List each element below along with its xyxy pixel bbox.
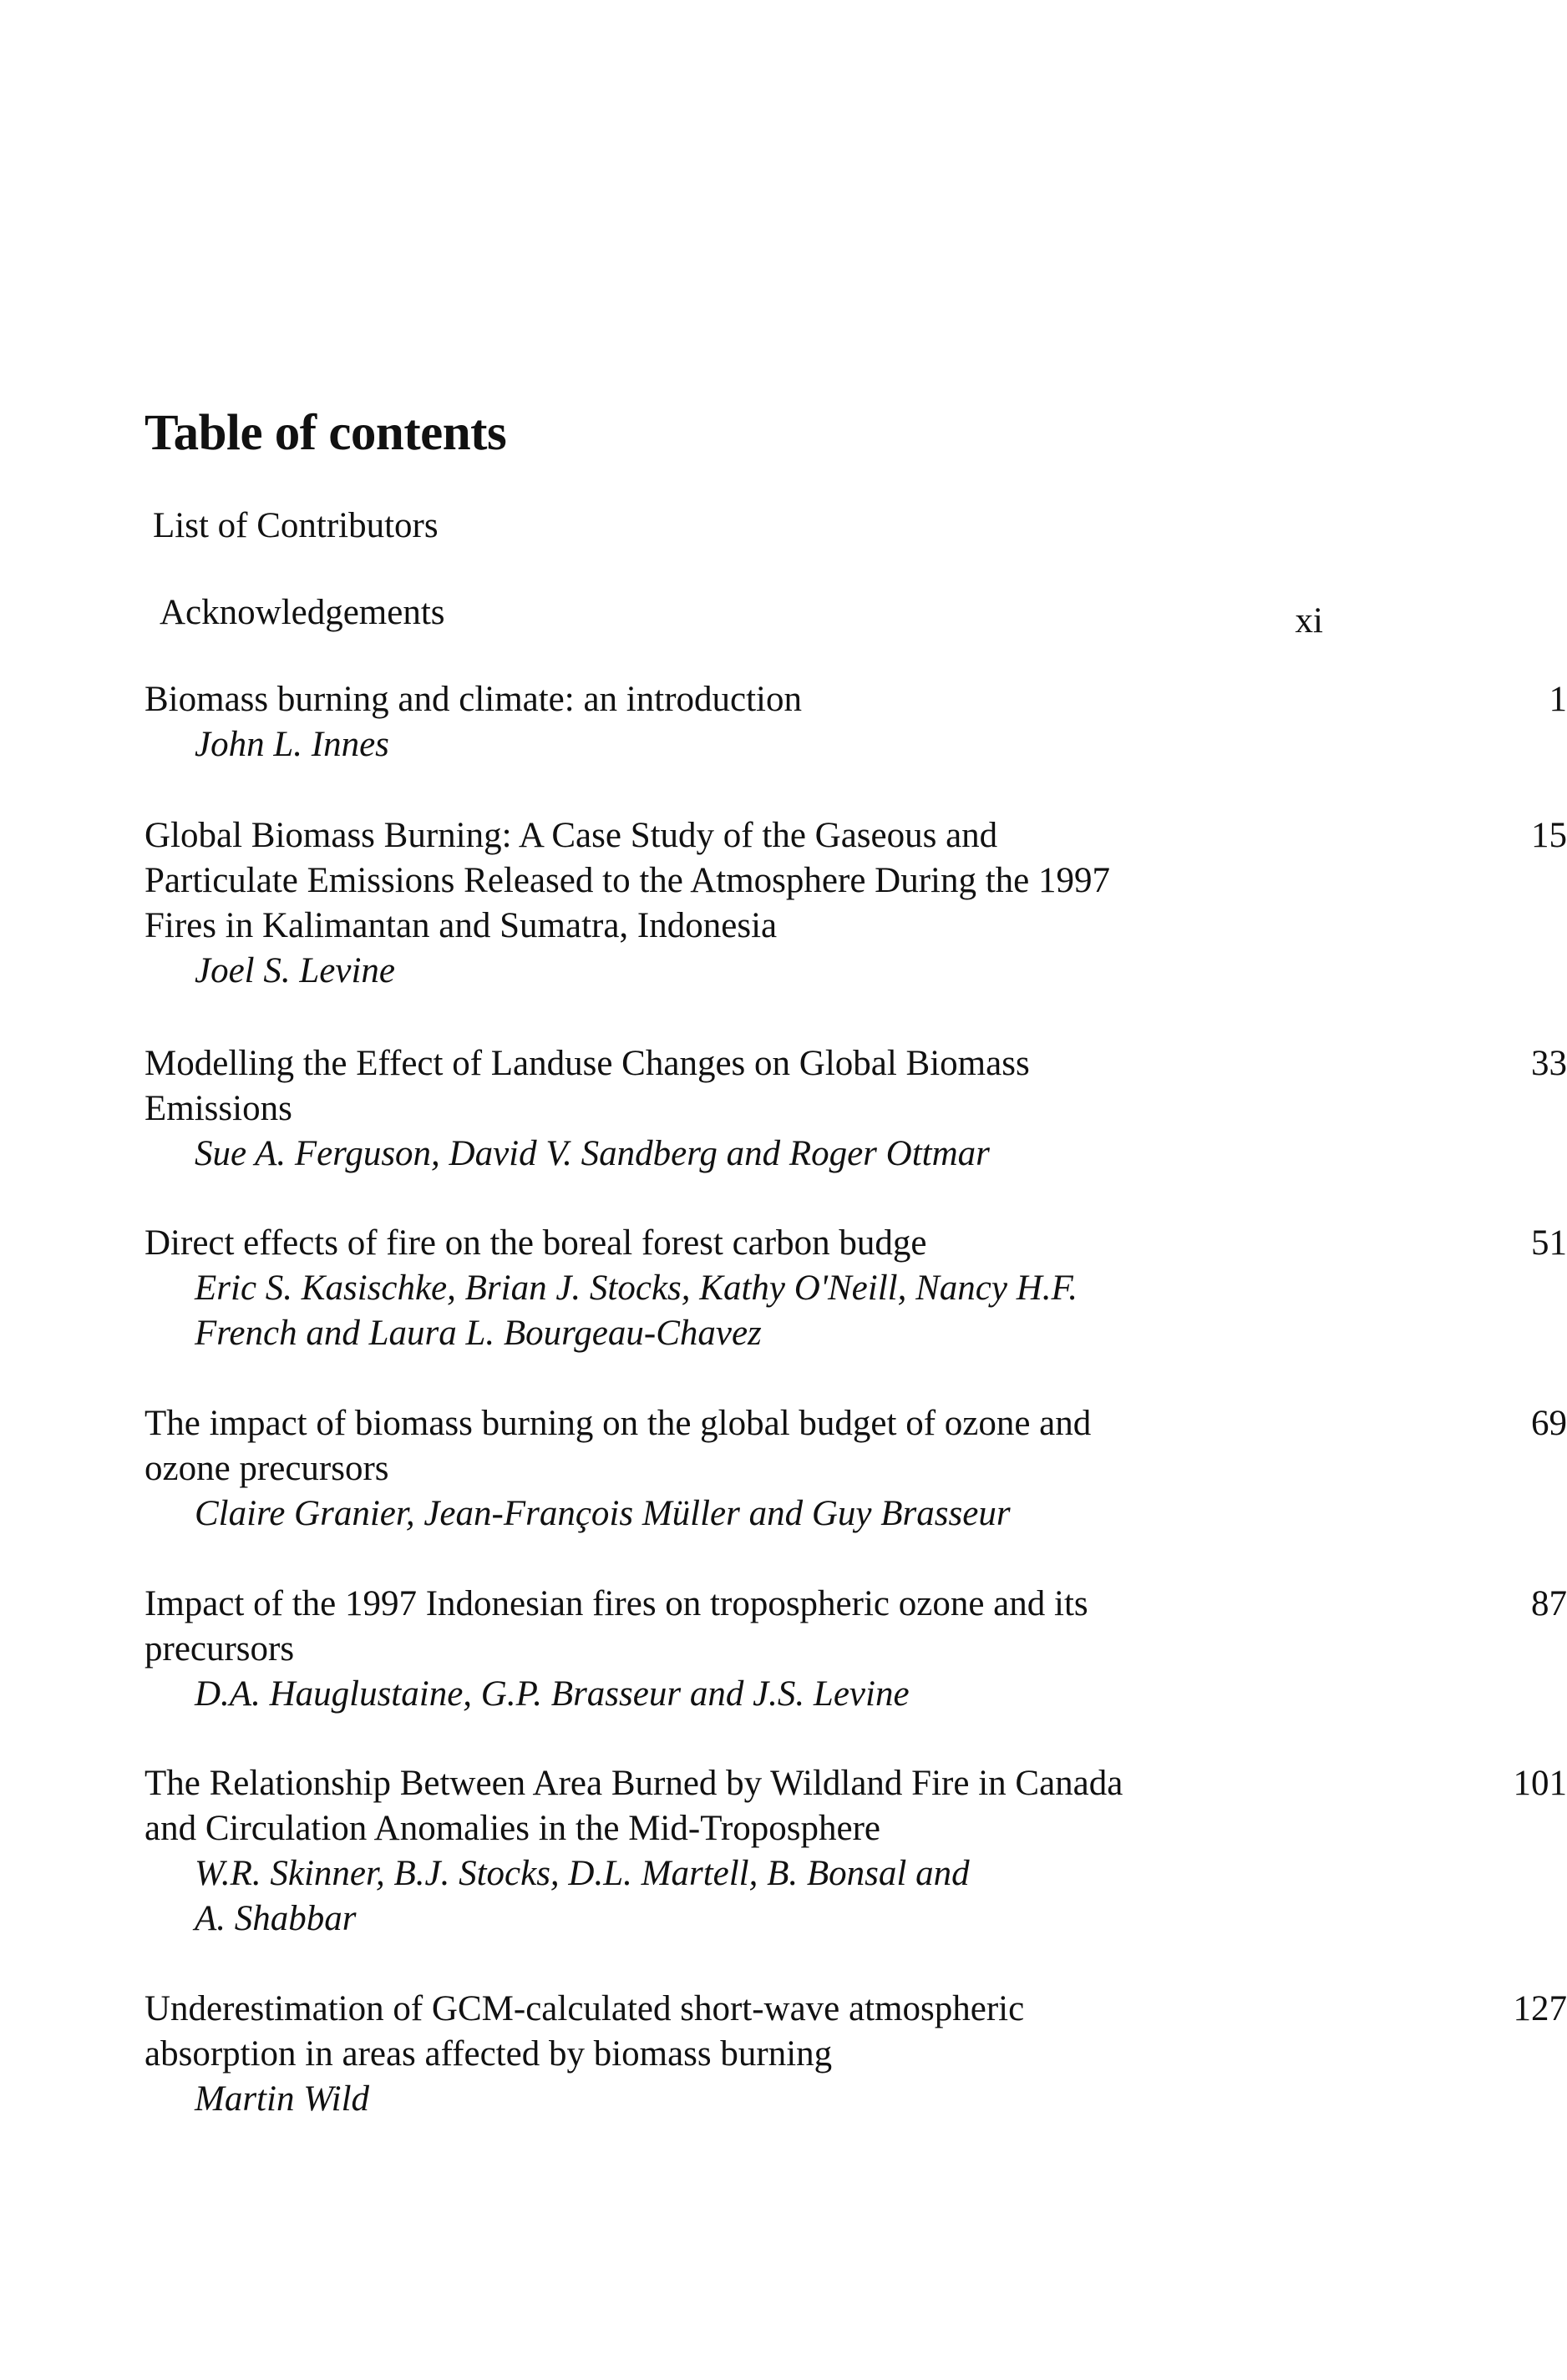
toc-page-number: 101	[1513, 1764, 1567, 1803]
page-title: Table of contents	[145, 405, 507, 461]
toc-page-number: xi	[1295, 601, 1323, 641]
entry-authors-line: Sue A. Ferguson, David V. Sandberg and Roger Ottmar	[195, 1134, 990, 1173]
entry-title-line: Emissions	[145, 1089, 292, 1128]
entry-title-line: absorption in areas affected by biomass burning	[145, 2034, 833, 2074]
toc-page-number: 127	[1513, 1989, 1567, 2028]
toc-page-number: 33	[1531, 1044, 1567, 1083]
entry-title-line: precursors	[145, 1629, 295, 1669]
toc-entry	[145, 677, 1567, 767]
entry-title-line: Modelling the Effect of Landuse Changes on Global Biomass	[145, 1044, 1030, 1083]
entry-title-line: Biomass burning and climate: an introduction	[145, 680, 802, 719]
toc-front-item-contributors: List of Contributors	[153, 506, 439, 545]
entry-authors-line: Martin Wild	[195, 2079, 370, 2119]
entry-title-line: The Relationship Between Area Burned by Wildland Fire in Canada	[145, 1764, 1123, 1803]
entry-title-line: ozone precursors	[145, 1449, 389, 1488]
entry-authors-line: Claire Granier, Jean-François Müller and Guy Brasseur	[195, 1494, 1011, 1533]
toc-page-number: 1	[1549, 680, 1567, 719]
entry-authors-line: W.R. Skinner, B.J. Stocks, D.L. Martell, B. Bonsal and	[195, 1854, 970, 1893]
toc-entry	[145, 813, 1567, 994]
entry-title-line: Global Biomass Burning: A Case Study of the Gaseous and	[145, 816, 998, 855]
entry-authors-line: French and Laura L. Bourgeau-Chavez	[195, 1314, 762, 1353]
entry-title-line: Underestimation of GCM-calculated short-wave atmospheric	[145, 1989, 1025, 2028]
entry-authors-line: D.A. Hauglustaine, G.P. Brasseur and J.S. Levine	[195, 1674, 910, 1714]
entry-title-line: Direct effects of fire on the boreal forest carbon budge	[145, 1223, 927, 1263]
entry-title-line: Impact of the 1997 Indonesian fires on tropospheric ozone and its	[145, 1584, 1088, 1623]
entry-title-line: Fires in Kalimantan and Sumatra, Indonesia	[145, 906, 778, 945]
toc-page-number: 51	[1531, 1223, 1567, 1263]
toc-entry	[145, 1041, 1567, 1177]
entry-title-line: Particulate Emissions Released to the Atmosphere During the 1997	[145, 861, 1111, 900]
entry-authors-line: A. Shabbar	[195, 1899, 357, 1938]
entry-authors-line: Eric S. Kasischke, Brian J. Stocks, Kathy O'Neill, Nancy H.F.	[195, 1268, 1078, 1308]
toc-page-number: 15	[1531, 816, 1567, 855]
toc-entry	[145, 1761, 1567, 1942]
toc-entry	[145, 1221, 1567, 1356]
entry-authors-line: Joel S. Levine	[195, 951, 395, 990]
toc-entry	[145, 1582, 1567, 1717]
toc-front-item-acknowledgements: Acknowledgements	[160, 593, 445, 632]
entry-authors-line: John L. Innes	[195, 725, 389, 764]
entry-title-line: The impact of biomass burning on the global budget of ozone and	[145, 1404, 1092, 1443]
toc-entry	[145, 1987, 1567, 2122]
toc-entry	[145, 1401, 1567, 1537]
entry-title-line: and Circulation Anomalies in the Mid-Troposphere	[145, 1809, 880, 1848]
toc-page-number: 69	[1531, 1404, 1567, 1443]
toc-page-number: 87	[1531, 1584, 1567, 1623]
